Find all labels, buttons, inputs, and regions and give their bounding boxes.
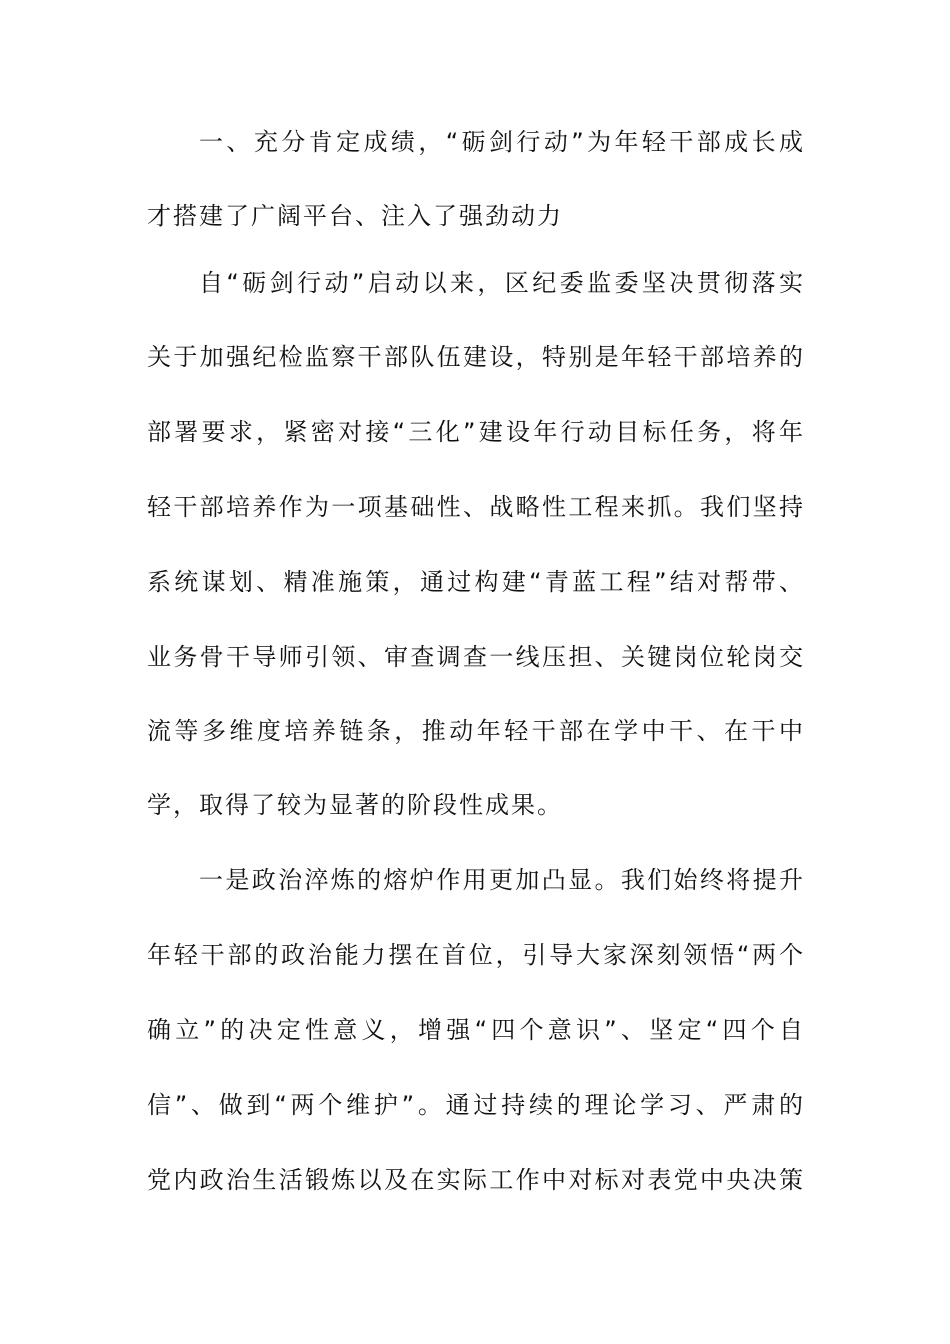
paragraph-line: 业务骨干导师引领、审查调查一线压担、关键岗位轮岗交 <box>147 643 803 671</box>
paragraph-line: 部署要求，紧密对接“三化”建设年行动目标任务，将年 <box>147 418 803 446</box>
paragraph-line: 系统谋划、精准施策，通过构建“青蓝工程”结对帮带、 <box>147 568 803 596</box>
paragraph-line: 党内政治生活锻炼以及在实际工作中对标对表党中央决策 <box>147 1166 803 1194</box>
paragraph-line: 学，取得了较为显著的阶段性成果。 <box>147 791 563 819</box>
paragraph-line: 自“砺剑行动”启动以来，区纪委监委坚决贯彻落实 <box>199 269 803 297</box>
paragraph-line: 信”、做到“两个维护”。通过持续的理论学习、严肃的 <box>147 1091 803 1119</box>
section-heading-line-1: 一、充分肯定成绩，“砺剑行动”为年轻干部成长成 <box>199 128 803 156</box>
paragraph-line: 年轻干部的政治能力摆在首位，引导大家深刻领悟“两个 <box>147 941 803 969</box>
paragraph-line: 轻干部培养作为一项基础性、战略性工程来抓。我们坚持 <box>147 493 803 521</box>
paragraph-line: 一是政治淬炼的熔炉作用更加凸显。我们始终将提升 <box>199 866 803 894</box>
section-heading-line-2: 才搭建了广阔平台、注入了强劲动力 <box>147 202 563 230</box>
paragraph-line: 确立”的决定性意义，增强“四个意识”、坚定“四个自 <box>147 1016 803 1044</box>
paragraph-line: 关于加强纪检监察干部队伍建设，特别是年轻干部培养的 <box>147 343 803 371</box>
paragraph-line: 流等多维度培养链条，推动年轻干部在学中干、在干中 <box>147 717 803 745</box>
